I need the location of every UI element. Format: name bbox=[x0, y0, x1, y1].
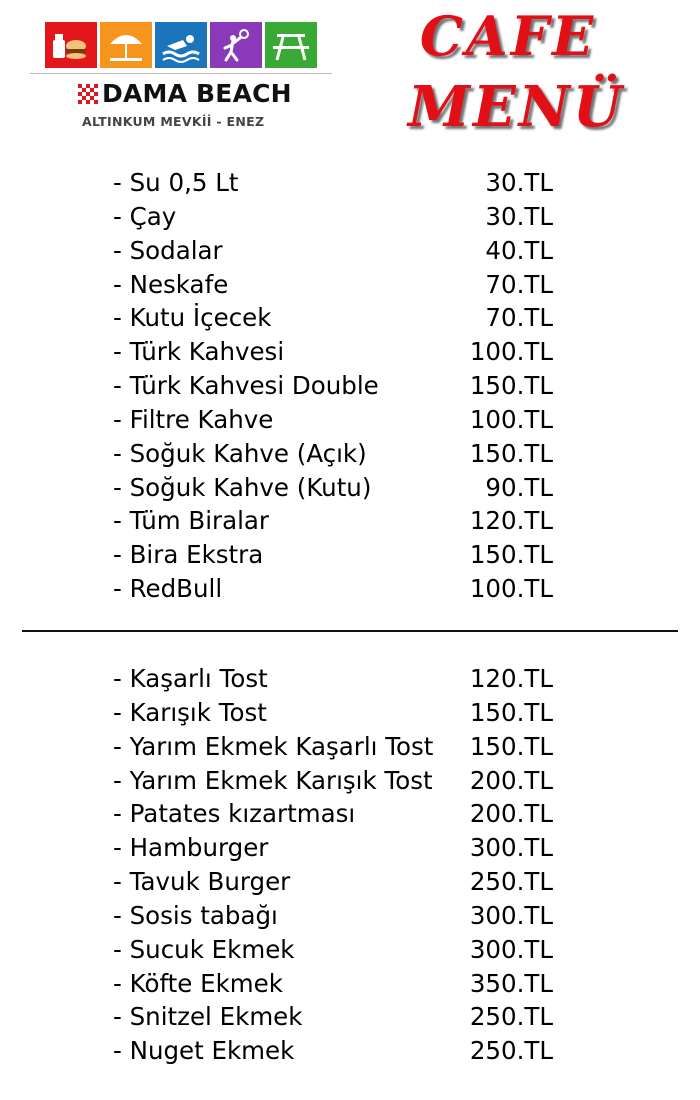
item-name: - Yarım Ekmek Kaşarlı Tost bbox=[113, 731, 434, 761]
item-name: - Kaşarlı Tost bbox=[113, 664, 268, 693]
item-name: - Tüm Biralar bbox=[113, 506, 270, 536]
list-item bbox=[113, 471, 553, 505]
item-price: 300.TL bbox=[469, 833, 553, 863]
checkered-flag-icon bbox=[78, 84, 98, 104]
item-price: 100.TL bbox=[469, 574, 553, 604]
item-name: - RedBull bbox=[113, 574, 223, 604]
drinks-list bbox=[113, 166, 553, 606]
list-item bbox=[113, 696, 553, 730]
list-item bbox=[113, 301, 553, 335]
list-item bbox=[113, 437, 553, 471]
list-item bbox=[113, 268, 553, 302]
item-name: - Sodalar bbox=[113, 235, 223, 265]
list-item bbox=[113, 200, 553, 234]
list-item bbox=[113, 797, 553, 831]
item-name: - Tavuk Burger bbox=[113, 867, 291, 897]
item-price: 250.TL bbox=[469, 867, 553, 897]
menu-title-line1: CAFE bbox=[419, 4, 597, 68]
item-name: - Yarım Ekmek Karışık Tost bbox=[113, 765, 433, 795]
item-price: 30.TL bbox=[485, 201, 553, 231]
list-item bbox=[113, 899, 553, 933]
list-item bbox=[113, 369, 553, 403]
list-item bbox=[113, 234, 553, 268]
list-item bbox=[113, 1034, 553, 1068]
item-price: 150.TL bbox=[469, 731, 553, 761]
item-price: 200.TL bbox=[469, 799, 553, 829]
swimmer-icon bbox=[155, 22, 207, 68]
item-price: 150.TL bbox=[469, 438, 553, 468]
item-price: 300.TL bbox=[469, 934, 553, 964]
item-name: - Köfte Ekmek bbox=[113, 968, 283, 998]
item-name: - Patates kızartması bbox=[113, 799, 356, 829]
item-name: - Karışık Tost bbox=[113, 697, 267, 727]
brand-subtitle: ALTINKUM MEVKİİ - ENEZ bbox=[82, 114, 265, 129]
list-item bbox=[113, 967, 553, 1001]
item-price: 70.TL bbox=[485, 303, 553, 333]
item-price: 90.TL bbox=[485, 472, 553, 502]
section-divider bbox=[22, 630, 678, 632]
item-name: - Nuget Ekmek bbox=[113, 1036, 295, 1066]
list-item bbox=[113, 1000, 553, 1034]
logo-icon-strip bbox=[45, 22, 317, 68]
item-name: - Kutu İçecek bbox=[113, 303, 272, 333]
item-price: 350.TL bbox=[469, 968, 553, 998]
item-price: 70.TL bbox=[485, 269, 553, 299]
list-item bbox=[113, 538, 553, 572]
volleyball-icon bbox=[210, 22, 262, 68]
brand-name: DAMA BEACH bbox=[102, 79, 292, 108]
item-name: - Çay bbox=[113, 201, 177, 231]
item-price: 250.TL bbox=[469, 1002, 553, 1032]
list-item bbox=[113, 335, 553, 369]
list-item bbox=[113, 504, 553, 538]
item-name: - Soğuk Kahve (Açık) bbox=[113, 438, 367, 468]
item-price: 120.TL bbox=[469, 506, 553, 536]
item-price: 150.TL bbox=[469, 697, 553, 727]
item-price: 100.TL bbox=[469, 337, 553, 367]
brand bbox=[78, 80, 292, 108]
list-item bbox=[113, 572, 553, 606]
list-item bbox=[113, 166, 553, 200]
list-item bbox=[113, 831, 553, 865]
item-price: 120.TL bbox=[469, 664, 553, 693]
item-name: - Snitzel Ekmek bbox=[113, 1002, 303, 1032]
item-price: 100.TL bbox=[469, 404, 553, 434]
list-item bbox=[113, 764, 553, 798]
item-name: - Neskafe bbox=[113, 269, 229, 299]
item-price: 150.TL bbox=[469, 371, 553, 401]
item-name: - Sucuk Ekmek bbox=[113, 934, 295, 964]
item-price: 40.TL bbox=[485, 235, 553, 265]
list-item bbox=[113, 403, 553, 437]
item-name: - Türk Kahvesi bbox=[113, 337, 285, 367]
logo-divider bbox=[30, 73, 332, 74]
beach-umbrella-icon bbox=[100, 22, 152, 68]
picnic-table-icon bbox=[265, 22, 317, 68]
item-name: - Hamburger bbox=[113, 833, 269, 863]
item-price: 200.TL bbox=[469, 765, 553, 795]
item-name: - Soğuk Kahve (Kutu) bbox=[113, 472, 372, 502]
item-price: 150.TL bbox=[469, 540, 553, 570]
item-name: - Sosis tabağı bbox=[113, 900, 278, 930]
list-item bbox=[113, 933, 553, 967]
list-item bbox=[113, 730, 553, 764]
item-price: 30.TL bbox=[485, 168, 553, 197]
list-item bbox=[113, 865, 553, 899]
item-name: - Su 0,5 Lt bbox=[113, 168, 239, 197]
list-item bbox=[113, 662, 553, 696]
menu-title-line2: MENÜ bbox=[408, 74, 625, 140]
item-price: 250.TL bbox=[469, 1036, 553, 1066]
food-list bbox=[113, 662, 553, 1068]
item-price: 300.TL bbox=[469, 900, 553, 930]
item-name: - Türk Kahvesi Double bbox=[113, 371, 379, 401]
item-name: - Bira Ekstra bbox=[113, 540, 264, 570]
item-name: - Filtre Kahve bbox=[113, 404, 274, 434]
food-drink-icon bbox=[45, 22, 97, 68]
